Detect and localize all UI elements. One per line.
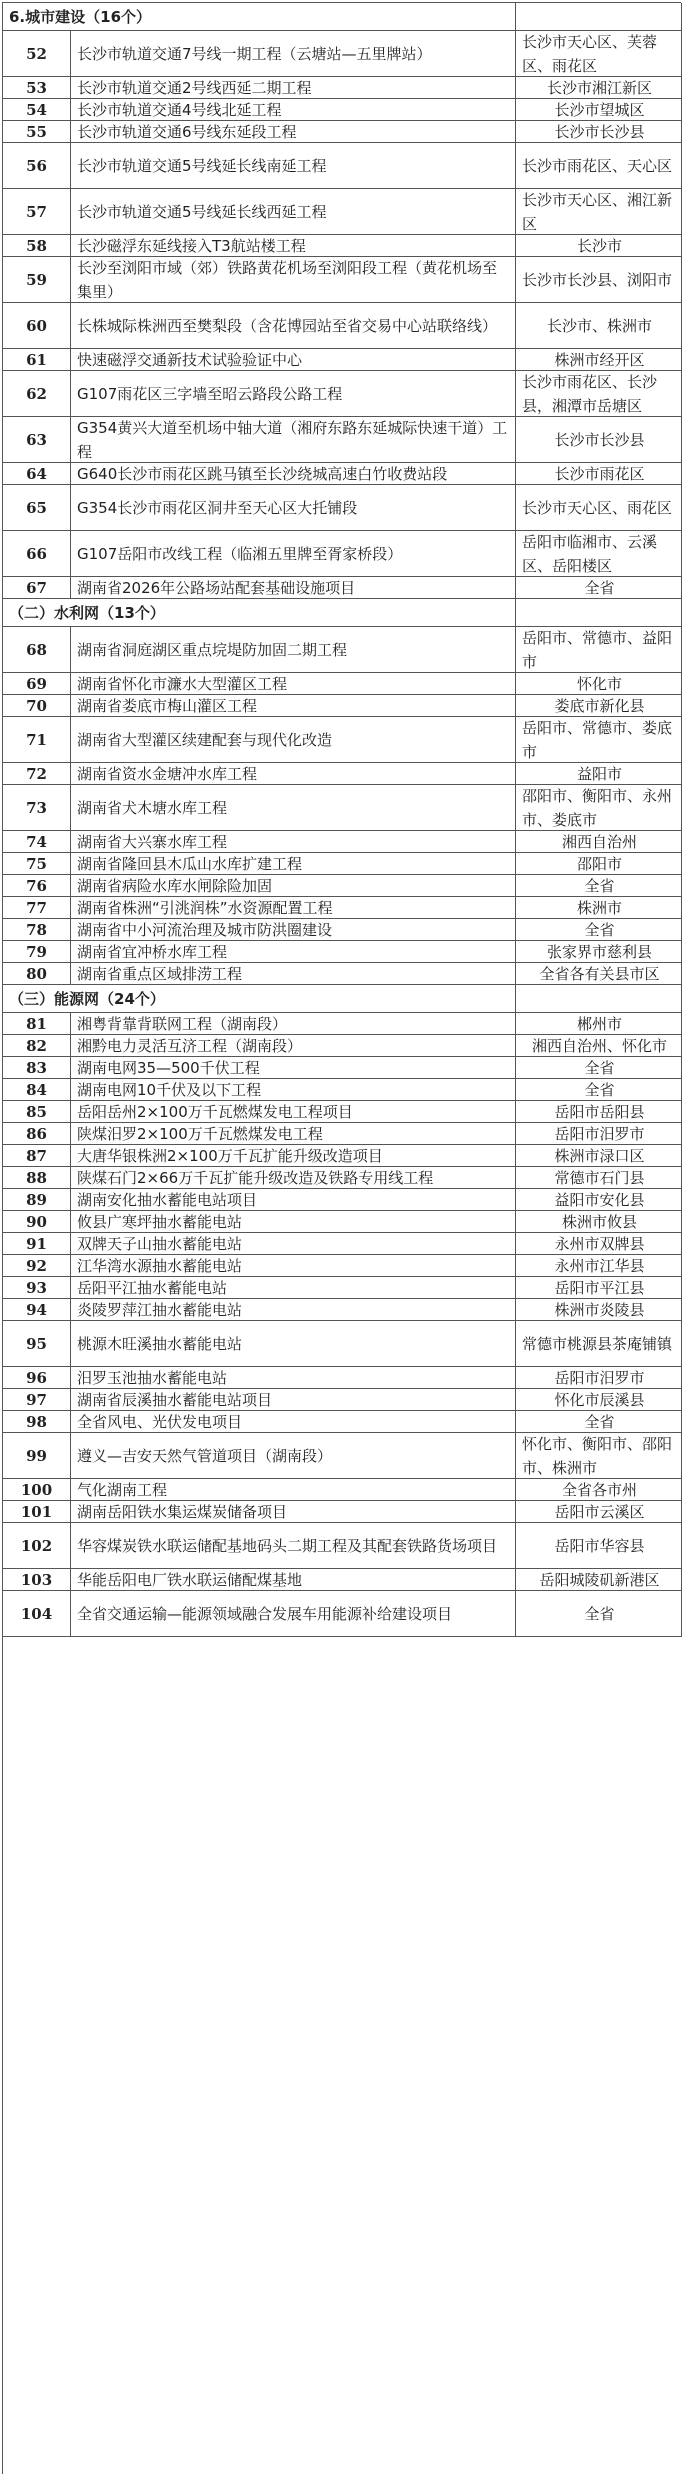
table-row xyxy=(3,831,682,853)
project-location: 张家界市慈利县 xyxy=(516,941,682,962)
project-name: 汨罗玉池抽水蓄能电站 xyxy=(71,1367,516,1388)
project-location: 岳阳市汨罗市 xyxy=(516,1123,682,1144)
project-location: 怀化市 xyxy=(516,673,682,694)
table-row xyxy=(3,1479,682,1501)
project-name: 湖南省辰溪抽水蓄能电站项目 xyxy=(71,1389,516,1410)
row-number: 80 xyxy=(3,963,71,984)
table-row xyxy=(3,695,682,717)
project-location: 长沙市长沙县 xyxy=(516,417,682,462)
project-name: 快速磁浮交通新技术试验验证中心 xyxy=(71,349,516,370)
project-name: 湘粤背靠背联网工程（湖南段） xyxy=(71,1013,516,1034)
row-number: 67 xyxy=(3,577,71,598)
project-name: 湖南省犬木塘水库工程 xyxy=(71,785,516,830)
project-location: 长沙市天心区、湘江新区 xyxy=(516,189,682,234)
project-location: 长沙市湘江新区 xyxy=(516,77,682,98)
section-title: （二）水利网（13个） xyxy=(3,599,516,626)
project-location: 永州市江华县 xyxy=(516,1255,682,1276)
table-row xyxy=(3,1569,682,1591)
table-row xyxy=(3,717,682,763)
table-row xyxy=(3,417,682,463)
project-name: 湖南省宜冲桥水库工程 xyxy=(71,941,516,962)
row-number: 73 xyxy=(3,785,71,830)
table-row xyxy=(3,1501,682,1523)
project-location: 岳阳市、常德市、益阳市 xyxy=(516,627,682,672)
row-number: 85 xyxy=(3,1101,71,1122)
table-row xyxy=(3,1211,682,1233)
row-number: 90 xyxy=(3,1211,71,1232)
table-row xyxy=(3,1367,682,1389)
row-number: 57 xyxy=(3,189,71,234)
project-location: 邵阳市、衡阳市、永州市、娄底市 xyxy=(516,785,682,830)
project-name: 长沙市轨道交通5号线延长线西延工程 xyxy=(71,189,516,234)
project-name: 湖南省重点区域排涝工程 xyxy=(71,963,516,984)
project-location: 邵阳市 xyxy=(516,853,682,874)
project-location: 株洲市 xyxy=(516,897,682,918)
project-location: 长沙市望城区 xyxy=(516,99,682,120)
table-row xyxy=(3,371,682,417)
project-location: 株洲市攸县 xyxy=(516,1211,682,1232)
project-name: 湖南电网10千伏及以下工程 xyxy=(71,1079,516,1100)
row-number: 97 xyxy=(3,1389,71,1410)
project-location: 岳阳市华容县 xyxy=(516,1523,682,1568)
row-number: 102 xyxy=(3,1523,71,1568)
row-number: 87 xyxy=(3,1145,71,1166)
project-name: 湖南省怀化市濂水大型灌区工程 xyxy=(71,673,516,694)
table-row xyxy=(3,1057,682,1079)
row-number: 64 xyxy=(3,463,71,484)
row-number: 91 xyxy=(3,1233,71,1254)
project-location: 长沙市长沙县、浏阳市 xyxy=(516,257,682,302)
row-number: 78 xyxy=(3,919,71,940)
project-name: 大唐华银株洲2×100万千瓦扩能升级改造项目 xyxy=(71,1145,516,1166)
table-row xyxy=(3,853,682,875)
row-number: 79 xyxy=(3,941,71,962)
table-row xyxy=(3,919,682,941)
project-name: 气化湖南工程 xyxy=(71,1479,516,1500)
project-location: 株洲市炎陵县 xyxy=(516,1299,682,1320)
table-row xyxy=(3,531,682,577)
project-location: 岳阳市平江县 xyxy=(516,1277,682,1298)
project-location: 株洲市渌口区 xyxy=(516,1145,682,1166)
project-name: 江华湾水源抽水蓄能电站 xyxy=(71,1255,516,1276)
table-row xyxy=(3,577,682,599)
project-name: 岳阳平江抽水蓄能电站 xyxy=(71,1277,516,1298)
project-location: 全省 xyxy=(516,1057,682,1078)
table-row xyxy=(3,1389,682,1411)
table-row xyxy=(3,1523,682,1569)
project-name: 湖南省中小河流治理及城市防洪圈建设 xyxy=(71,919,516,940)
project-location: 长沙市雨花区、天心区 xyxy=(516,143,682,188)
table-row xyxy=(3,189,682,235)
project-location: 长沙市雨花区 xyxy=(516,463,682,484)
table-row xyxy=(3,1079,682,1101)
row-number: 76 xyxy=(3,875,71,896)
project-name: 华能岳阳电厂铁水联运储配煤基地 xyxy=(71,1569,516,1590)
row-number: 53 xyxy=(3,77,71,98)
project-name: 湖南省洞庭湖区重点垸堤防加固二期工程 xyxy=(71,627,516,672)
table-row xyxy=(3,1167,682,1189)
table-row xyxy=(3,1411,682,1433)
row-number: 58 xyxy=(3,235,71,256)
project-name: 华容煤炭铁水联运储配基地码头二期工程及其配套铁路货场项目 xyxy=(71,1523,516,1568)
project-location: 郴州市 xyxy=(516,1013,682,1034)
section-header xyxy=(3,985,682,1013)
row-number: 56 xyxy=(3,143,71,188)
project-location: 娄底市新化县 xyxy=(516,695,682,716)
project-location: 全省 xyxy=(516,1079,682,1100)
row-number: 69 xyxy=(3,673,71,694)
section-title: （三）能源网（24个） xyxy=(3,985,516,1012)
project-name: 湖南省大兴寨水库工程 xyxy=(71,831,516,852)
project-location: 全省 xyxy=(516,875,682,896)
row-number: 95 xyxy=(3,1321,71,1366)
section-empty-cell xyxy=(516,3,682,30)
table-row xyxy=(3,897,682,919)
row-number: 96 xyxy=(3,1367,71,1388)
row-number: 62 xyxy=(3,371,71,416)
table-row xyxy=(3,143,682,189)
project-name: 桃源木旺溪抽水蓄能电站 xyxy=(71,1321,516,1366)
project-name: 长沙市轨道交通6号线东延段工程 xyxy=(71,121,516,142)
table-row xyxy=(3,31,682,77)
row-number: 101 xyxy=(3,1501,71,1522)
row-number: 92 xyxy=(3,1255,71,1276)
project-name: 湖南省隆回县木瓜山水库扩建工程 xyxy=(71,853,516,874)
project-name: 长沙至浏阳市域（郊）铁路黄花机场至浏阳段工程（黄花机场至集里） xyxy=(71,257,516,302)
project-name: 长沙市轨道交通7号线一期工程（云塘站—五里牌站） xyxy=(71,31,516,76)
project-location: 益阳市安化县 xyxy=(516,1189,682,1210)
table-row xyxy=(3,77,682,99)
project-location: 常德市桃源县茶庵铺镇 xyxy=(516,1321,682,1366)
section-header xyxy=(3,599,682,627)
project-name: 攸县广寒坪抽水蓄能电站 xyxy=(71,1211,516,1232)
section-title: 6.城市建设（16个） xyxy=(3,3,516,30)
project-name: 湖南省病险水库水闸除险加固 xyxy=(71,875,516,896)
project-location: 常德市石门县 xyxy=(516,1167,682,1188)
table-row xyxy=(3,1101,682,1123)
project-name: 湖南省资水金塘冲水库工程 xyxy=(71,763,516,784)
table-row xyxy=(3,763,682,785)
row-number: 71 xyxy=(3,717,71,762)
row-number: 86 xyxy=(3,1123,71,1144)
row-number: 54 xyxy=(3,99,71,120)
project-location: 岳阳市岳阳县 xyxy=(516,1101,682,1122)
table-row xyxy=(3,1189,682,1211)
table-row xyxy=(3,1145,682,1167)
project-name: 湖南省大型灌区续建配套与现代化改造 xyxy=(71,717,516,762)
row-number: 61 xyxy=(3,349,71,370)
table-row xyxy=(3,1433,682,1479)
row-number: 75 xyxy=(3,853,71,874)
row-number: 82 xyxy=(3,1035,71,1056)
project-location: 怀化市辰溪县 xyxy=(516,1389,682,1410)
row-number: 65 xyxy=(3,485,71,530)
row-number: 103 xyxy=(3,1569,71,1590)
row-number: 55 xyxy=(3,121,71,142)
project-location: 湘西自治州 xyxy=(516,831,682,852)
project-name: 遵义—吉安天然气管道项目（湖南段） xyxy=(71,1433,516,1478)
row-number: 66 xyxy=(3,531,71,576)
table-row xyxy=(3,627,682,673)
project-location: 长沙市天心区、芙蓉区、雨花区 xyxy=(516,31,682,76)
section-empty-cell xyxy=(516,599,682,626)
project-location: 长沙市雨花区、长沙县，湘潭市岳塘区 xyxy=(516,371,682,416)
table-row xyxy=(3,785,682,831)
table-row xyxy=(3,1255,682,1277)
project-name: 湖南省娄底市梅山灌区工程 xyxy=(71,695,516,716)
project-name: 湘黔电力灵活互济工程（湖南段） xyxy=(71,1035,516,1056)
row-number: 60 xyxy=(3,303,71,348)
project-name: 长沙市轨道交通4号线北延工程 xyxy=(71,99,516,120)
table-row xyxy=(3,1035,682,1057)
project-name: 岳阳岳州2×100万千瓦燃煤发电工程项目 xyxy=(71,1101,516,1122)
project-table xyxy=(2,2,681,2474)
row-number: 84 xyxy=(3,1079,71,1100)
project-name: 湖南省株洲“引洮润株”水资源配置工程 xyxy=(71,897,516,918)
project-location: 株洲市经开区 xyxy=(516,349,682,370)
section-empty-cell xyxy=(516,985,682,1012)
table-row xyxy=(3,1013,682,1035)
project-location: 全省 xyxy=(516,577,682,598)
project-name: 湖南安化抽水蓄能电站项目 xyxy=(71,1189,516,1210)
row-number: 93 xyxy=(3,1277,71,1298)
table-row xyxy=(3,941,682,963)
project-location: 长沙市天心区、雨花区 xyxy=(516,485,682,530)
table-row xyxy=(3,1321,682,1367)
project-location: 长沙市 xyxy=(516,235,682,256)
project-location: 岳阳城陵矶新港区 xyxy=(516,1569,682,1590)
row-number: 94 xyxy=(3,1299,71,1320)
project-location: 岳阳市云溪区 xyxy=(516,1501,682,1522)
row-number: 59 xyxy=(3,257,71,302)
project-name: 双牌天子山抽水蓄能电站 xyxy=(71,1233,516,1254)
project-location: 怀化市、衡阳市、邵阳市、株洲市 xyxy=(516,1433,682,1478)
row-number: 74 xyxy=(3,831,71,852)
row-number: 98 xyxy=(3,1411,71,1432)
table-row xyxy=(3,1299,682,1321)
row-number: 63 xyxy=(3,417,71,462)
section-header xyxy=(3,3,682,31)
row-number: 83 xyxy=(3,1057,71,1078)
table-row xyxy=(3,1233,682,1255)
project-name: 长株城际株洲西至樊梨段（含花博园站至省交易中心站联络线） xyxy=(71,303,516,348)
project-location: 岳阳市、常德市、娄底市 xyxy=(516,717,682,762)
row-number: 89 xyxy=(3,1189,71,1210)
row-number: 77 xyxy=(3,897,71,918)
project-name: 全省风电、光伏发电项目 xyxy=(71,1411,516,1432)
row-number: 52 xyxy=(3,31,71,76)
table-row xyxy=(3,235,682,257)
row-number: 100 xyxy=(3,1479,71,1500)
project-location: 全省 xyxy=(516,1591,682,1636)
table-row xyxy=(3,463,682,485)
row-number: 104 xyxy=(3,1591,71,1636)
table-row xyxy=(3,875,682,897)
project-location: 全省各市州 xyxy=(516,1479,682,1500)
row-number: 72 xyxy=(3,763,71,784)
project-name: 全省交通运输—能源领域融合发展车用能源补给建设项目 xyxy=(71,1591,516,1636)
project-location: 益阳市 xyxy=(516,763,682,784)
project-name: 炎陵罗萍江抽水蓄能电站 xyxy=(71,1299,516,1320)
project-location: 长沙市、株洲市 xyxy=(516,303,682,348)
project-name: 长沙磁浮东延线接入T3航站楼工程 xyxy=(71,235,516,256)
project-name: G354长沙市雨花区洞井至天心区大托铺段 xyxy=(71,485,516,530)
row-number: 99 xyxy=(3,1433,71,1478)
table-row xyxy=(3,673,682,695)
project-name: 湖南岳阳铁水集运煤炭储备项目 xyxy=(71,1501,516,1522)
row-number: 81 xyxy=(3,1013,71,1034)
project-location: 湘西自治州、怀化市 xyxy=(516,1035,682,1056)
project-name: G107雨花区三字墙至昭云路段公路工程 xyxy=(71,371,516,416)
project-name: G107岳阳市改线工程（临湘五里牌至胥家桥段） xyxy=(71,531,516,576)
project-location: 永州市双牌县 xyxy=(516,1233,682,1254)
project-name: 湖南省2026年公路场站配套基础设施项目 xyxy=(71,577,516,598)
project-name: G640长沙市雨花区跳马镇至长沙绕城高速白竹收费站段 xyxy=(71,463,516,484)
row-number: 68 xyxy=(3,627,71,672)
row-number: 88 xyxy=(3,1167,71,1188)
table-row xyxy=(3,963,682,985)
row-number: 70 xyxy=(3,695,71,716)
table-row xyxy=(3,99,682,121)
project-location: 长沙市长沙县 xyxy=(516,121,682,142)
table-row xyxy=(3,349,682,371)
project-location: 全省 xyxy=(516,919,682,940)
project-name: 陕煤汨罗2×100万千瓦燃煤发电工程 xyxy=(71,1123,516,1144)
project-name: 陕煤石门2×66万千瓦扩能升级改造及铁路专用线工程 xyxy=(71,1167,516,1188)
project-name: 长沙市轨道交通2号线西延二期工程 xyxy=(71,77,516,98)
table-row xyxy=(3,303,682,349)
project-location: 全省各有关县市区 xyxy=(516,963,682,984)
project-location: 岳阳市汨罗市 xyxy=(516,1367,682,1388)
table-row xyxy=(3,1123,682,1145)
project-name: 长沙市轨道交通5号线延长线南延工程 xyxy=(71,143,516,188)
table-row xyxy=(3,485,682,531)
table-row xyxy=(3,121,682,143)
project-location: 全省 xyxy=(516,1411,682,1432)
project-location: 岳阳市临湘市、云溪区、岳阳楼区 xyxy=(516,531,682,576)
project-name: 湖南电网35—500千伏工程 xyxy=(71,1057,516,1078)
project-name: G354黄兴大道至机场中轴大道（湘府东路东延城际快速干道）工程 xyxy=(71,417,516,462)
table-row xyxy=(3,1277,682,1299)
table-row xyxy=(3,1591,682,1637)
table-row xyxy=(3,257,682,303)
